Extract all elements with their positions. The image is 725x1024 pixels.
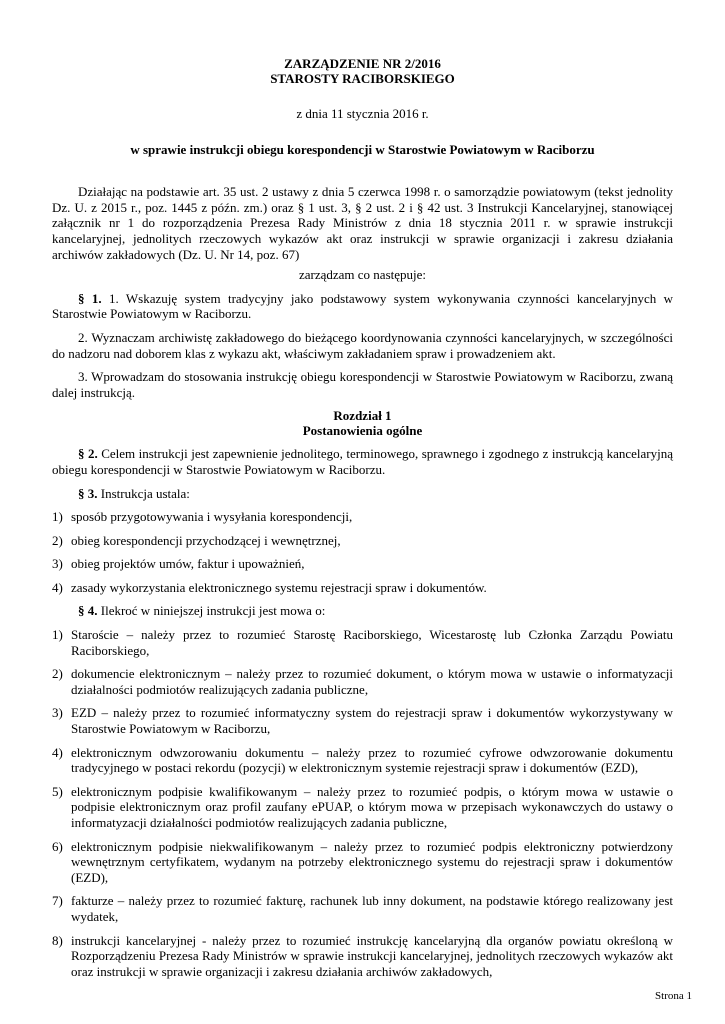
section-2-label: § 2. xyxy=(78,446,98,462)
definition-number: 2) xyxy=(52,666,63,682)
section-4-definitions xyxy=(52,627,673,979)
definition-number: 3) xyxy=(52,705,63,721)
ordinance-date: z dnia 11 stycznia 2016 r. xyxy=(296,106,429,121)
definition-item xyxy=(52,666,673,697)
list-item-text: obieg projektów umów, faktur i upoważnień, xyxy=(71,556,305,572)
definition-text: EZD – należy przez to rozumieć informatyczny system do rejestracji spraw i dokumentów wykorzystywany w Starostwie Powiatowym w Raciborzu, xyxy=(71,705,673,737)
section-1-item-1-text: 1. Wskazuję system tradycyjny jako podstawowy system wykonywania czynności kancelaryjnych w Starostwie Powiatowym w Raciborzu. xyxy=(52,290,674,322)
definition-number: 1) xyxy=(52,627,63,643)
chapter-subtitle: Postanowienia ogólne xyxy=(302,423,423,439)
definition-text: Staroście – należy przez to rozumieć Starostę Raciborskiego, Wicestarostę lub Członka Zarządu Powiatu Raciborskiego, xyxy=(71,627,673,658)
section-1-item-2: 2. Wyznaczam archiwistę zakładowego do bieżącego koordynowania czynności kancelaryjnych, w szczególności do nadzoru nad doborem klas z wykazu akt, właściwym zakładaniem spraw i prowadzeniem akt. xyxy=(52,329,673,361)
ordinance-subject: w sprawie instrukcji obiegu korespondencji w Starostwie Powiatowym w Raciborzu xyxy=(130,141,595,157)
definition-text: elektronicznym podpisie niekwalifikowanym – należy przez to rozumieć podpis elektroniczny potwierdzony wewnętrznym certyfikatem, wydanym na potrzeby elektronicznego systemu do rejestracji spraw i dokumentów (EZD), xyxy=(71,838,673,885)
section-3-label: § 3. xyxy=(78,485,98,501)
section-3-list xyxy=(52,509,673,595)
chapter-title: Rozdział 1 xyxy=(333,408,392,424)
definition-number: 4) xyxy=(52,744,63,760)
list-item-text: zasady wykorzystania elektronicznego systemu rejestracji spraw i dokumentów. xyxy=(71,579,487,595)
section-3 xyxy=(52,486,673,502)
section-2 xyxy=(52,446,673,477)
list-item-number: 3) xyxy=(52,556,63,572)
list-item xyxy=(52,580,673,596)
definition-item xyxy=(52,784,673,831)
definition-number: 8) xyxy=(52,932,63,948)
list-item-number: 1) xyxy=(52,509,63,525)
definition-item xyxy=(52,933,673,980)
definition-item xyxy=(52,745,673,776)
document-page xyxy=(52,56,673,979)
definition-number: 7) xyxy=(52,893,63,909)
section-2-text: Celem instrukcji jest zapewnienie jednolitego, terminowego, sprawnego i zgodnego z instrukcją kancelaryjną obiegu korespondencji w Starostwie Powiatowym w Raciborzu. xyxy=(52,446,674,477)
definition-item xyxy=(52,627,673,658)
definition-text: dokumencie elektronicznym – należy przez to rozumieć dokument, o którym mowa w ustawie o informatyzacji działalności podmiotów realizujących zadania publiczne, xyxy=(71,666,673,697)
definition-text: instrukcji kancelaryjnej - należy przez to rozumieć instrukcję kancelaryjną dla organów powiatu określoną w Rozporządzeniu Prezesa Rady Ministrów w sprawie instrukcji kancelaryjnej, jednolitych rzeczowych wykazów akt oraz instrukcji w sprawie organizacji i zakresu działania archiwów zakładowych, xyxy=(71,932,673,979)
list-item-number: 2) xyxy=(52,532,63,548)
page-number: Strona 1 xyxy=(655,990,692,1003)
definition-number: 6) xyxy=(52,838,63,854)
list-item xyxy=(52,509,673,525)
section-1-item-1 xyxy=(52,291,673,322)
list-item-text: sposób przygotowywania i wysyłania korespondencji, xyxy=(71,509,353,525)
section-1-item-3: 3. Wprowadzam do stosowania instrukcję obiegu korespondencji w Starostwie Powiatowym w Raciborzu, zwaną dalej instrukcją. xyxy=(52,369,673,400)
definition-text: elektronicznym odwzorowaniu dokumentu – należy przez to rozumieć cyfrowe odwzorowanie dokumentu tradycyjnego w postaci rekordu (pozycji) w elektronicznym systemie rejestracji spraw i dokumentów (EZD), xyxy=(71,744,673,776)
section-3-text: Instrukcja ustala: xyxy=(100,485,190,501)
section-4 xyxy=(52,603,673,619)
list-item xyxy=(52,556,673,572)
definition-text: fakturze – należy przez to rozumieć fakturę, rachunek lub inny dokument, na podstawie którego realizowany jest wydatek, xyxy=(71,893,673,924)
decision-clause: zarządzam co następuje: xyxy=(298,267,427,283)
preamble: Działając na podstawie art. 35 ust. 2 ustawy z dnia 5 czerwca 1998 r. o samorządzie powiatowym (tekst jednolity Dz. U. z 2015 r., poz. 1445 z późn. zm.) oraz § 1 ust. 3, § 2 ust. 2 i § 42 ust. 3 Instrukcji Kancelaryjnej, stanowiącej załącznik nr 1 do rozporządzenia Prezesa Rady Ministrów z dnia 18 stycznia 2011 r. w sprawie instrukcji kancelaryjnej, jednolitych rzeczowych wykazów akt oraz instrukcji w sprawie organizacji i zakresu działania archiwów zakładowych (Dz. U. Nr 14, poz. 67) xyxy=(52,184,673,262)
issuing-authority: STAROSTY RACIBORSKIEGO xyxy=(270,71,455,86)
list-item-number: 4) xyxy=(52,579,63,595)
definition-item xyxy=(52,705,673,736)
definition-item xyxy=(52,893,673,924)
section-1-label: § 1. xyxy=(78,290,102,306)
definition-text: elektronicznym podpisie kwalifikowanym – należy przez to rozumieć podpis, o którym mowa w ustawie o podpisie elektronicznym oraz profil zaufany ePUAP, o którym mowa w przepisach wykonawczych do ustawy o informatyzacji działalności podmiotów realizujących zadania publiczne, xyxy=(71,783,673,830)
definition-item xyxy=(52,839,673,886)
list-item-text: obieg korespondencji przychodzącej i wewnętrznej, xyxy=(71,532,341,548)
definition-number: 5) xyxy=(52,783,63,799)
ordinance-number: ZARZĄDZENIE NR 2/2016 xyxy=(284,56,441,71)
section-4-label: § 4. xyxy=(78,603,98,619)
list-item xyxy=(52,533,673,549)
section-4-text: Ilekroć w niniejszej instrukcji jest mowa o: xyxy=(100,603,326,619)
